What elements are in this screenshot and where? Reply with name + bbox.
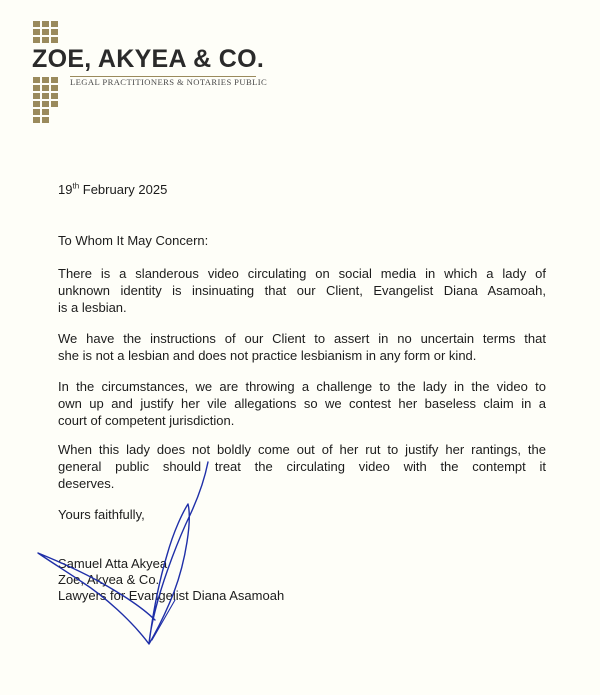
firm-subtitle: LEGAL PRACTITIONERS & NOTARIES PUBLIC: [70, 77, 268, 87]
paragraph-3: [58, 378, 546, 429]
paragraph-line: When this lady does not boldly come out of her rut to justify her rantings, the: [58, 442, 546, 457]
letter-date: 19th February 2025: [58, 181, 168, 197]
signatory-firm: Zoe, Akyea & Co.: [58, 572, 160, 587]
paragraph-4: [58, 441, 546, 492]
firm-name: ZOE, AKYEA & CO.: [32, 45, 265, 73]
paragraph-line: In the circumstances, we are throwing a challenge to the lady in the video to: [58, 379, 546, 394]
salutation: To Whom It May Concern:: [58, 233, 209, 248]
signatory-name: Samuel Atta Akyea: [58, 556, 168, 571]
paragraph-2: [58, 330, 546, 364]
paragraph-line: own up and justify her vile allegations so we contest her baseless claim in a: [58, 396, 546, 411]
paragraph-line: general public should treat the circulating video with the contempt it: [58, 459, 546, 474]
paragraph-line: unknown identity is insinuating that our Client, Evangelist Diana Asamoah,: [58, 283, 546, 298]
paragraph-line: There is a slanderous video circulating on social media in which a lady of: [58, 266, 546, 281]
paragraph-line: is a lesbian.: [58, 300, 127, 315]
paragraph-line: deserves.: [58, 476, 115, 491]
closing: Yours faithfully,: [58, 507, 145, 522]
paragraph-line: court of competent jurisdiction.: [58, 413, 235, 428]
signatory-role: Lawyers for Evangelist Diana Asamoah: [58, 588, 285, 603]
logo-square-grid: [33, 21, 67, 129]
paragraph-1: [58, 265, 546, 316]
paragraph-line: We have the instructions of our Client to assert in no uncertain terms that: [58, 331, 546, 346]
paragraph-line: she is not a lesbian and does not practice lesbianism in any form or kind.: [58, 348, 477, 363]
